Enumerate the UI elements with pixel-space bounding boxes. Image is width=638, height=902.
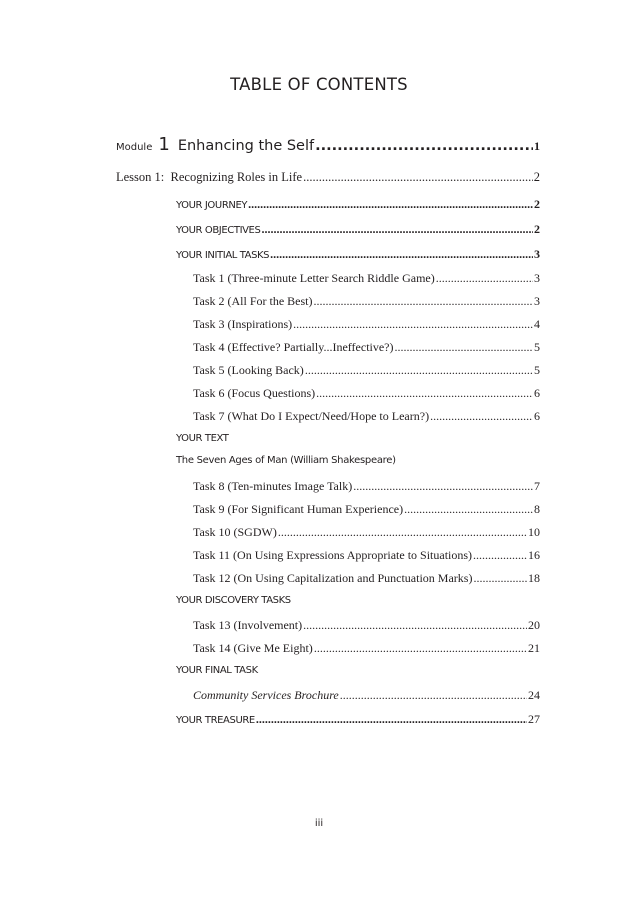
toc-entry-task[interactable] <box>193 571 540 586</box>
dot-leader <box>261 222 533 237</box>
page-number: 3 <box>534 247 540 261</box>
page-number: 27 <box>528 712 540 726</box>
toc-entry-task[interactable] <box>193 525 540 540</box>
module-number: 1 <box>158 134 170 155</box>
page-number: 6 <box>534 409 540 423</box>
page-number: 7 <box>534 479 540 493</box>
task-label: Task 1 (Three-minute Letter Search Riddle Game) <box>193 271 435 285</box>
module-word: Module <box>116 142 153 153</box>
dot-leader <box>313 294 533 309</box>
page-number: 3 <box>534 294 540 308</box>
dot-leader <box>278 525 527 540</box>
dot-leader <box>340 688 527 703</box>
section-label: YOUR INITIAL TASKS <box>176 250 270 261</box>
toc-entry-module[interactable] <box>116 134 540 155</box>
task-label: Task 9 (For Significant Human Experience) <box>193 502 404 516</box>
page-number: 1 <box>534 139 540 153</box>
final-task-label: Community Services Brochure <box>193 688 339 702</box>
lesson-label: Lesson 1: Recognizing Roles in Life <box>116 170 303 184</box>
page-number: 20 <box>528 618 540 632</box>
section-label: YOUR OBJECTIVES <box>176 225 261 236</box>
dot-leader <box>404 502 533 517</box>
module-title: Enhancing the Self <box>177 138 315 154</box>
task-label: Task 14 (Give Me Eight) <box>193 641 313 655</box>
toc-entry-task[interactable] <box>193 548 540 563</box>
module-heading <box>116 134 314 155</box>
task-label: Task 2 (All For the Best) <box>193 294 313 308</box>
toc-entry-lesson[interactable] <box>116 170 540 185</box>
task-label: Task 13 (Involvement) <box>193 618 303 632</box>
task-label: Task 4 (Effective? Partially...Ineffective?) <box>193 340 394 354</box>
toc-entry-task[interactable] <box>193 386 540 401</box>
page-number: 8 <box>534 502 540 516</box>
dot-leader <box>256 712 527 727</box>
toc-entry-treasure[interactable] <box>176 712 540 727</box>
page-number: 2 <box>534 222 540 236</box>
section-heading-your-text[interactable]: YOUR TEXT <box>176 433 229 444</box>
toc-entry-objectives[interactable] <box>176 222 540 237</box>
page-number: 3 <box>534 271 540 285</box>
toc-entry-task[interactable] <box>193 641 540 656</box>
dot-leader <box>314 641 527 656</box>
toc-entry-task[interactable] <box>193 340 540 355</box>
dot-leader <box>473 571 527 586</box>
toc-entry-task[interactable] <box>193 502 540 517</box>
task-label: Task 6 (Focus Questions) <box>193 386 316 400</box>
toc-entry-task[interactable] <box>193 317 540 332</box>
toc-entry-final-task[interactable] <box>193 688 540 703</box>
section-heading-final[interactable]: YOUR FINAL TASK <box>176 665 258 676</box>
task-label: Task 10 (SGDW) <box>193 525 277 539</box>
toc-entry-task[interactable] <box>193 479 540 494</box>
dot-leader <box>436 271 533 286</box>
toc-entry-journey[interactable] <box>176 197 540 212</box>
toc-entry-task[interactable] <box>193 271 540 286</box>
dot-leader <box>430 409 533 424</box>
section-heading-discovery[interactable]: YOUR DISCOVERY TASKS <box>176 595 291 606</box>
dot-leader <box>303 170 533 185</box>
page-number: 10 <box>528 525 540 539</box>
page-number: 24 <box>528 688 540 702</box>
dot-leader <box>395 340 533 355</box>
page-title: TABLE OF CONTENTS <box>230 75 408 94</box>
page-number: 5 <box>534 363 540 377</box>
section-label: YOUR JOURNEY <box>176 200 248 211</box>
dot-leader <box>353 479 533 494</box>
page-number: 4 <box>534 317 540 331</box>
task-label: Task 12 (On Using Capitalization and Punctuation Marks) <box>193 571 473 585</box>
page-footer-number: iii <box>314 818 324 829</box>
dot-leader <box>305 363 533 378</box>
page-number: 21 <box>528 641 540 655</box>
toc-entry-task[interactable] <box>193 294 540 309</box>
dot-leader <box>293 317 533 332</box>
dot-leader <box>473 548 527 563</box>
toc-entry-task[interactable] <box>193 618 540 633</box>
page-number: 6 <box>534 386 540 400</box>
section-label: YOUR TREASURE <box>176 715 255 726</box>
task-label: Task 3 (Inspirations) <box>193 317 293 331</box>
page-number: 5 <box>534 340 540 354</box>
task-label: Task 8 (Ten-minutes Image Talk) <box>193 479 353 493</box>
task-label: Task 7 (What Do I Expect/Need/Hope to Learn?) <box>193 409 430 423</box>
toc-entry-task[interactable] <box>193 363 540 378</box>
dot-leader <box>303 618 527 633</box>
page-number: 16 <box>528 548 540 562</box>
page-number: 18 <box>528 571 540 585</box>
dot-leader <box>270 247 533 262</box>
dot-leader <box>248 197 533 212</box>
dot-leader <box>315 138 533 154</box>
task-label: Task 5 (Looking Back) <box>193 363 304 377</box>
task-label: Task 11 (On Using Expressions Appropriate to Situations) <box>193 548 473 562</box>
page-number: 2 <box>534 197 540 211</box>
dot-leader <box>316 386 533 401</box>
toc-entry-initial-tasks[interactable] <box>176 247 540 262</box>
poem-heading[interactable]: The Seven Ages of Man (William Shakespeare) <box>176 455 396 466</box>
toc-entry-task[interactable] <box>193 409 540 424</box>
page-number: 2 <box>533 170 540 184</box>
